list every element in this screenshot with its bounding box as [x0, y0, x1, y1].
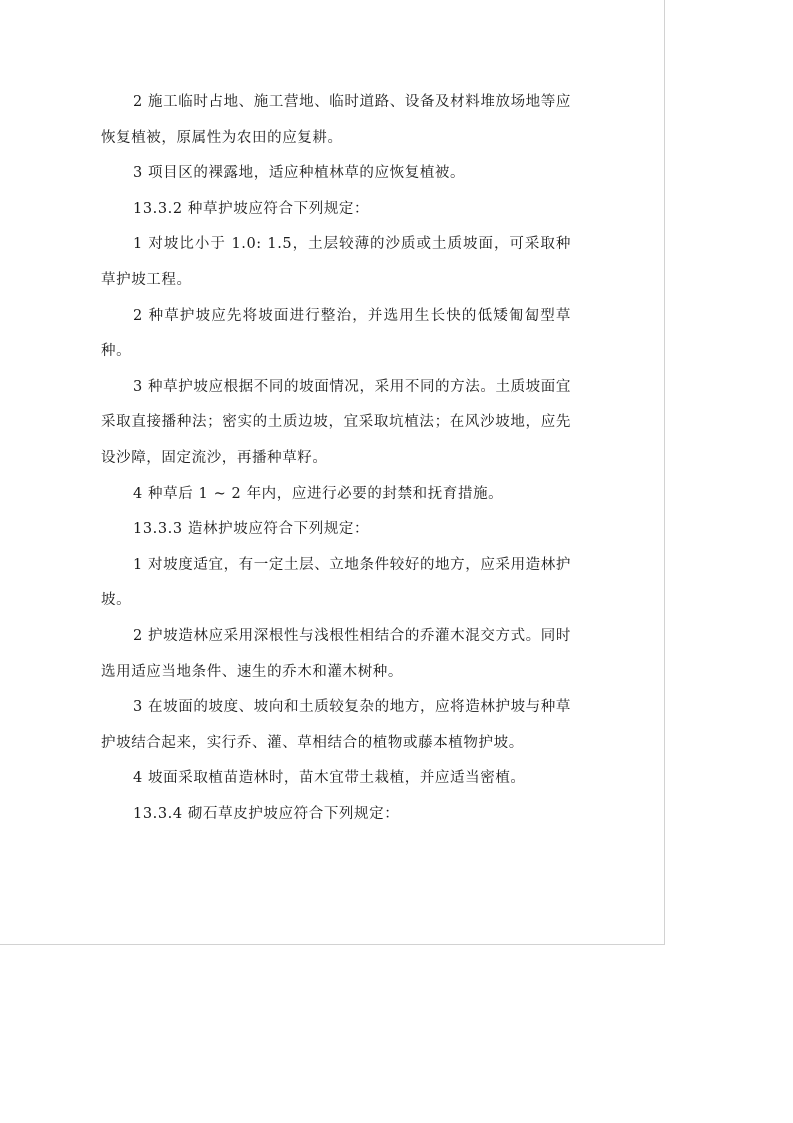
paragraph-4-closure-tending: 4 种草后 1 ~ 2 年内，应进行必要的封禁和抚育措施。: [133, 485, 504, 502]
document-body: [101, 85, 571, 832]
section-heading-13-3-3: 13.3.3 造林护坡应符合下列规定：: [133, 521, 370, 538]
paragraph-2-mixed-species: 2 护坡造林应采用深根性与浅根性相结合的乔灌木混交方式。同时选用适应当地条件、速生的乔木和灌木树种。: [101, 627, 571, 680]
paragraph-3-grass-methods: 3 种草护坡应根据不同的坡面情况，采用不同的方法。土质坡面宜采取直接播种法；密实的土质边坡，宜采取坑植法；在风沙坡地，应先设沙障，固定流沙，再播种草籽。: [101, 378, 571, 466]
paragraph-3-combined-protection: 3 在坡面的坡度、坡向和土质较复杂的地方，应将造林护坡与种草护坡结合起来，实行乔、灌、草相结合的植物或藤本植物护坡。: [101, 699, 571, 751]
section-heading-13-3-2: 13.3.2 种草护坡应符合下列规定：: [133, 200, 370, 217]
paragraph-1-slope-ratio: 1 对坡比小于 1.0: 1.5，土层较薄的沙质或土质坡面，可采取种草护坡工程。: [101, 236, 571, 288]
paragraph-3-bare-land: 3 项目区的裸露地，适应种植林草的应恢复植被。: [133, 165, 466, 182]
section-heading-13-3-4: 13.3.4 砌石草皮护坡应符合下列规定：: [133, 805, 400, 822]
paragraph-1-afforestation: 1 对坡度适宜，有一定土层、立地条件较好的地方，应采用造林护坡。: [101, 556, 571, 609]
paragraph-2-grass-species: 2 种草护坡应先将坡面进行整治，并选用生长快的低矮匍匐型草种。: [101, 307, 571, 360]
paragraph-4-seedling-planting: 4 坡面采取植苗造林时，苗木宜带土栽植，并应适当密植。: [133, 770, 526, 787]
paragraph-2-restore-vegetation: 2 施工临时占地、施工营地、临时道路、设备及材料堆放场地等应恢复植被，原属性为农田的应复耕。: [101, 94, 571, 146]
